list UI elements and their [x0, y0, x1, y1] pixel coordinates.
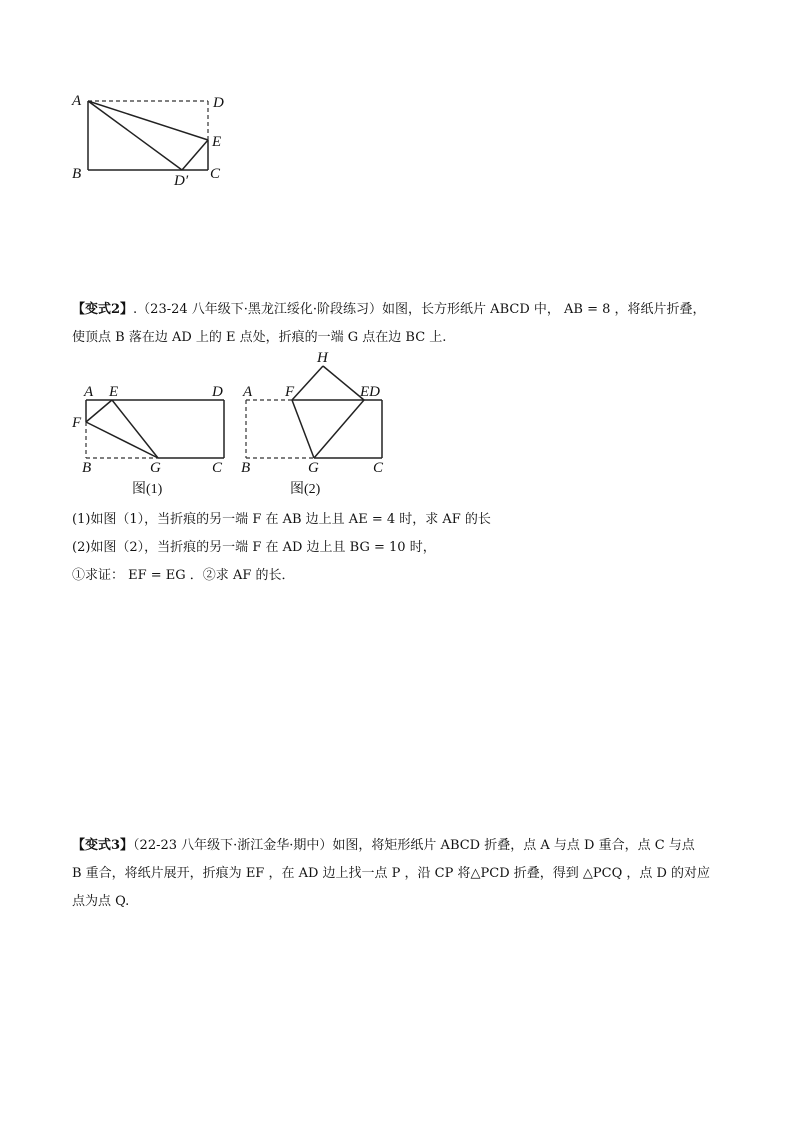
segment-ad-prime [88, 101, 182, 170]
variant3-header [72, 834, 695, 853]
label-b: B [82, 460, 92, 476]
variant3-text-line1: （22-23 八年级下·浙江金华·期中）如图，将矩形纸片 ABCD 折叠，点 A 与点 D 重合，点 C 与点 [133, 838, 695, 853]
segment-fe [86, 400, 112, 422]
fold-line-ae [88, 101, 208, 140]
label-c: C [212, 460, 223, 476]
label-e: E [109, 384, 119, 400]
fold-fg [292, 400, 314, 458]
label-c: C [210, 166, 221, 182]
fold-fg [86, 422, 158, 458]
label-d-prime: D′ [174, 173, 189, 189]
label-b: B [72, 166, 82, 182]
segment-fh [292, 366, 323, 400]
figure-variant2-2 [232, 345, 412, 500]
variant2-question2: (2)如图（2），当折痕的另一端 F 在 AD 边上且 BG = 10 时， [72, 540, 436, 555]
segment-eg [112, 400, 158, 458]
figure-fold-rectangle [60, 88, 240, 198]
label-f: F [72, 415, 82, 431]
segment-he [323, 366, 364, 400]
variant2-text-line2: 使顶点 B 落在边 AD 上的 E 点处，折痕的一端 G 点在边 BC 上. [72, 330, 447, 345]
label-ed: ED [360, 384, 380, 400]
variant2-question2-parts: ①求证： EF = EG ．②求 AF 的长． [72, 568, 295, 583]
variant2-question1: (1)如图（1），当折痕的另一端 F 在 AB 边上且 AE = 4 时，求 AF 的长 [72, 512, 491, 527]
label-h: H [317, 350, 328, 366]
segment-eg [314, 400, 364, 458]
segment-d-prime-e [182, 140, 208, 170]
caption-fig1: 图(1) [132, 482, 163, 497]
label-b: B [241, 460, 251, 476]
label-d: D [212, 384, 223, 400]
label-g: G [308, 460, 319, 476]
variant2-header [72, 298, 706, 317]
label-c: C [373, 460, 384, 476]
variant3-text-line2: B 重合，将纸片展开，折痕为 EF ，在 AD 边上找一点 P ，沿 CP 将△PCD 折叠，得到 △PCQ ，点 D 的对应 [72, 866, 711, 881]
label-e: E [212, 134, 222, 150]
label-f: F [285, 384, 295, 400]
label-d: D [213, 95, 224, 111]
variant3-tag: 【变式3】 [72, 838, 134, 853]
figure-variant2-1 [66, 380, 246, 500]
caption-fig2: 图(2) [290, 482, 321, 497]
variant2-text-line1: .（23-24 八年级下·黑龙江绥化·阶段练习）如图，长方形纸片 ABCD 中， AB = 8 ，将纸片折叠， [133, 302, 706, 317]
variant2-tag: 【变式2】 [72, 302, 134, 317]
label-a: A [84, 384, 94, 400]
variant3-text-line3: 点为点 Q. [72, 894, 130, 909]
label-a: A [243, 384, 253, 400]
label-a: A [72, 93, 82, 109]
label-g: G [150, 460, 161, 476]
